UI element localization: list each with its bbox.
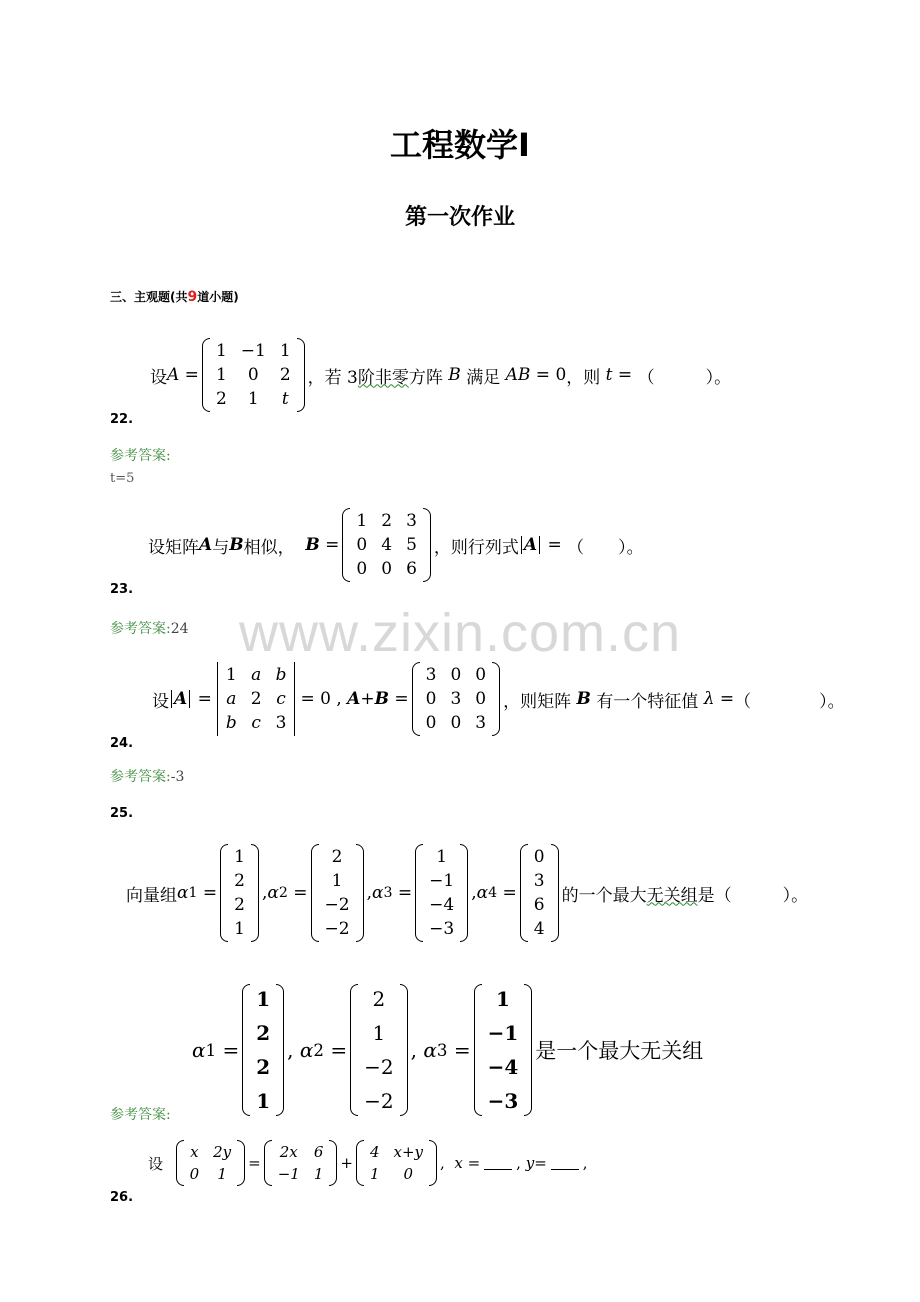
q25-vector-entry: 3 <box>533 871 545 891</box>
q25-answer-vector-2 <box>350 984 407 1116</box>
q22-text-after-2: 方阵 <box>408 367 443 388</box>
q23-matrix-cell: 0 <box>356 535 368 555</box>
q23-text-mid: 与 <box>212 537 230 558</box>
q25-answer-vector-entry: 1 <box>372 1021 386 1045</box>
q22-matrix-cell: 2 <box>215 389 227 409</box>
q25-answer-vector-entry: −1 <box>487 1021 519 1045</box>
question-26-statement: 设 x 2y 0 1 = 2x 6 −1 1 + 4 x+y 1 0 , x = , y = , <box>148 1140 588 1186</box>
q24-matrix-sum <box>412 662 500 736</box>
q25-vector-entry: 2 <box>331 847 343 867</box>
q25-answer-vector-entry: 2 <box>256 1055 271 1079</box>
q24-matrix-cell: 0 <box>425 689 437 709</box>
q22-text-after-1: ，若 3 <box>307 367 358 388</box>
q22-matrix-cell: 1 <box>215 341 227 361</box>
q24-det-cell: 1 <box>225 665 237 685</box>
q24-matrix-cell: 3 <box>475 713 487 733</box>
q26-matrix-3 <box>356 1140 437 1186</box>
q25-answer-vector-3 <box>474 984 533 1116</box>
q24-det-cell: c <box>251 713 261 733</box>
question-25-number: 25. <box>110 806 134 821</box>
watermark: www.zixin.com.cn <box>238 603 682 663</box>
q22-wavy-text: 阶非零 <box>357 367 409 388</box>
q26-m1-cell: x <box>190 1143 199 1161</box>
q25-vector-entry: 1 <box>234 847 245 867</box>
q25-text-before: 向量组 <box>126 885 177 906</box>
section-prefix: 三、主观题(共 <box>110 290 188 304</box>
q23-matrix-cell: 0 <box>356 559 368 579</box>
q25-answer-vector-entry: 1 <box>495 987 510 1011</box>
q26-matrix-1 <box>176 1140 246 1186</box>
q22-matrix-cell: 1 <box>279 341 291 361</box>
q23-text-after-1: 相似， <box>243 537 295 558</box>
q24-matrix-cell: 0 <box>450 665 462 685</box>
q26-m2-cell: −1 <box>277 1165 300 1183</box>
q22-matrix-a <box>202 338 305 412</box>
q26-text-before: 设 <box>148 1154 164 1173</box>
section-count: 9 <box>187 289 198 305</box>
q24-det-cell: a <box>251 665 262 685</box>
q24-det-cell: 3 <box>275 713 287 733</box>
q25-vector-3 <box>415 844 468 942</box>
q25-vector-4 <box>520 844 559 942</box>
q22-matrix-cell: −1 <box>240 341 266 361</box>
q23-answer: 24 <box>170 621 189 637</box>
q22-text-after-4: ，则 <box>566 367 601 388</box>
q25-answer-text: 是一个最大无关组 <box>535 1039 704 1063</box>
q23-matrix-cell: 2 <box>381 511 393 531</box>
q25-vector-entry: −1 <box>429 871 455 891</box>
q26-m1-cell: 2y <box>213 1143 232 1161</box>
q24-det-cell: c <box>276 689 286 709</box>
q24-matrix-cell: 0 <box>425 713 437 733</box>
q25-answer-vector-1 <box>242 984 284 1116</box>
q24-matrix-cell: 0 <box>450 713 462 733</box>
q23-text-after-3: （ ）。 <box>567 537 644 558</box>
q25-vector-entry: 2 <box>234 871 245 891</box>
q22-text-after-3: 满足 <box>466 367 501 388</box>
q25-answer-vector-entry: 2 <box>256 1021 271 1045</box>
question-22-number: 22. <box>110 412 134 427</box>
q23-answer-label: 参考答案:24 <box>110 621 189 637</box>
q25-vector-1 <box>220 844 259 942</box>
q26-m1-cell: 0 <box>189 1165 200 1183</box>
q25-vector-entry: −4 <box>429 895 455 915</box>
q24-matrix-cell: 0 <box>475 689 487 709</box>
q24-text-after-3: （ ）。 <box>734 691 845 712</box>
q25-vector-entry: 4 <box>533 919 545 939</box>
q25-answer-vector-entry: −4 <box>487 1055 519 1079</box>
q24-text-after-2: 有一个特征值 <box>596 691 699 712</box>
q26-blank-y <box>551 1156 579 1170</box>
q23-matrix-b <box>342 508 430 582</box>
q23-text-after-2: ，则行列式 <box>433 537 519 558</box>
q25-answer-image: α 1 = 1 2 2 1 , α 2 = 2 1 −2 −2 , α 3 = 1 −1 −4 −3 是一个最大无关组 <box>192 984 703 1116</box>
q25-wavy-text: 无关组 <box>646 885 698 906</box>
q25-vector-entry: 1 <box>436 847 448 867</box>
question-23-statement: 设矩阵 A 与 B 相似， B = 1 2 3 0 4 5 0 0 6 ，则行列式 A = （ ）。 <box>148 508 644 582</box>
q25-answer-vector-entry: 2 <box>372 987 386 1011</box>
question-24-number: 24. <box>110 736 134 751</box>
q22-matrix-cell: 1 <box>247 389 259 409</box>
q23-matrix-cell: 4 <box>381 535 393 555</box>
q22-text-before: 设 <box>150 367 167 388</box>
question-24-statement: 设 A = 1 a b a 2 c b c 3 = 0 , A + B = 3 0 0 0 3 0 0 0 3 ，则矩阵 B 有一个特征值 λ = （ ）。 <box>152 662 845 736</box>
q26-m2-cell: 2x <box>279 1143 298 1161</box>
q26-m3-cell: 0 <box>403 1165 414 1183</box>
q22-matrix-cell: t <box>281 389 289 409</box>
question-26-number: 26. <box>110 1190 134 1205</box>
q22-text-after-5: （ ）。 <box>637 367 732 388</box>
section-suffix: 道小题) <box>197 290 239 304</box>
doc-subtitle: 第一次作业 <box>404 205 515 230</box>
q26-m2-cell: 1 <box>313 1165 324 1183</box>
q26-matrix-2 <box>264 1140 338 1186</box>
q22-answer-label: 参考答案: <box>110 448 171 464</box>
q25-vector-entry: 1 <box>234 919 245 939</box>
q25-vector-2 <box>311 844 364 942</box>
q24-determinant <box>215 662 298 736</box>
q26-m2-cell: 6 <box>313 1143 324 1161</box>
q24-text-after-1: ，则矩阵 <box>503 691 572 712</box>
q24-text-before: 设 <box>152 691 169 712</box>
q25-vector-entry: −2 <box>324 919 350 939</box>
q22-matrix-cell: 2 <box>279 365 291 385</box>
q22-answer: t=5 <box>110 471 135 486</box>
q23-text-before: 设矩阵 <box>148 537 199 558</box>
doc-title: 工程数学Ⅰ <box>390 126 530 164</box>
q25-vector-entry: 1 <box>331 871 343 891</box>
q24-det-cell: b <box>275 665 287 685</box>
q22-matrix-cell: 1 <box>215 365 227 385</box>
q26-m3-cell: x+y <box>393 1143 424 1161</box>
q24-matrix-cell: 0 <box>475 665 487 685</box>
q25-vector-entry: 2 <box>234 895 245 915</box>
q24-det-cell: b <box>225 713 237 733</box>
q25-answer-vector-entry: −2 <box>364 1089 394 1113</box>
q25-vector-entry: −3 <box>429 919 455 939</box>
q25-vector-entry: 0 <box>533 847 545 867</box>
q26-m3-cell: 1 <box>369 1165 380 1183</box>
q24-matrix-cell: 3 <box>450 689 462 709</box>
q26-m1-cell: 1 <box>217 1165 227 1183</box>
q26-blank-x <box>484 1156 512 1170</box>
q25-answer-vector-entry: 1 <box>256 987 271 1011</box>
q26-m3-cell: 4 <box>369 1143 380 1161</box>
q25-answer-vector-entry: 1 <box>256 1089 271 1113</box>
q22-matrix-cell: 0 <box>247 365 259 385</box>
q24-matrix-cell: 3 <box>425 665 437 685</box>
q23-matrix-cell: 6 <box>406 559 417 579</box>
q25-text-end: 是（ ）。 <box>697 885 809 906</box>
question-25-statement: 向量组 α 1 = 1 2 2 1 , α 2 = 2 1 −2 −2 , α 3 = 1 −1 −4 −3 , α 4 = 0 3 6 4 的一个最大 无关组 是（ ）。 <box>126 844 808 942</box>
q25-vector-entry: −2 <box>324 895 350 915</box>
q25-vector-entry: 6 <box>533 895 545 915</box>
q25-answer-vector-entry: −2 <box>364 1055 394 1079</box>
q23-matrix-cell: 0 <box>381 559 393 579</box>
q24-answer-label: 参考答案:-3 <box>110 769 185 785</box>
section-heading <box>110 288 239 305</box>
q23-matrix-cell: 5 <box>406 535 417 555</box>
q24-det-cell: 2 <box>250 689 262 709</box>
q24-det-cell: a <box>226 689 237 709</box>
question-23-number: 23. <box>110 582 134 597</box>
q25-answer-label: 参考答案: <box>110 1107 171 1123</box>
q23-matrix-cell: 3 <box>406 511 417 531</box>
question-22-statement: 设 A = 1 −1 1 1 0 2 2 1 t ，若 3 阶非零 方阵 B 满足 AB = 0 ，则 t = （ ）。 <box>150 338 731 412</box>
q24-answer: -3 <box>170 769 185 785</box>
q25-answer-vector-entry: −3 <box>487 1089 519 1113</box>
q23-matrix-cell: 1 <box>356 511 368 531</box>
q25-text-after: 的一个最大 <box>561 885 647 906</box>
